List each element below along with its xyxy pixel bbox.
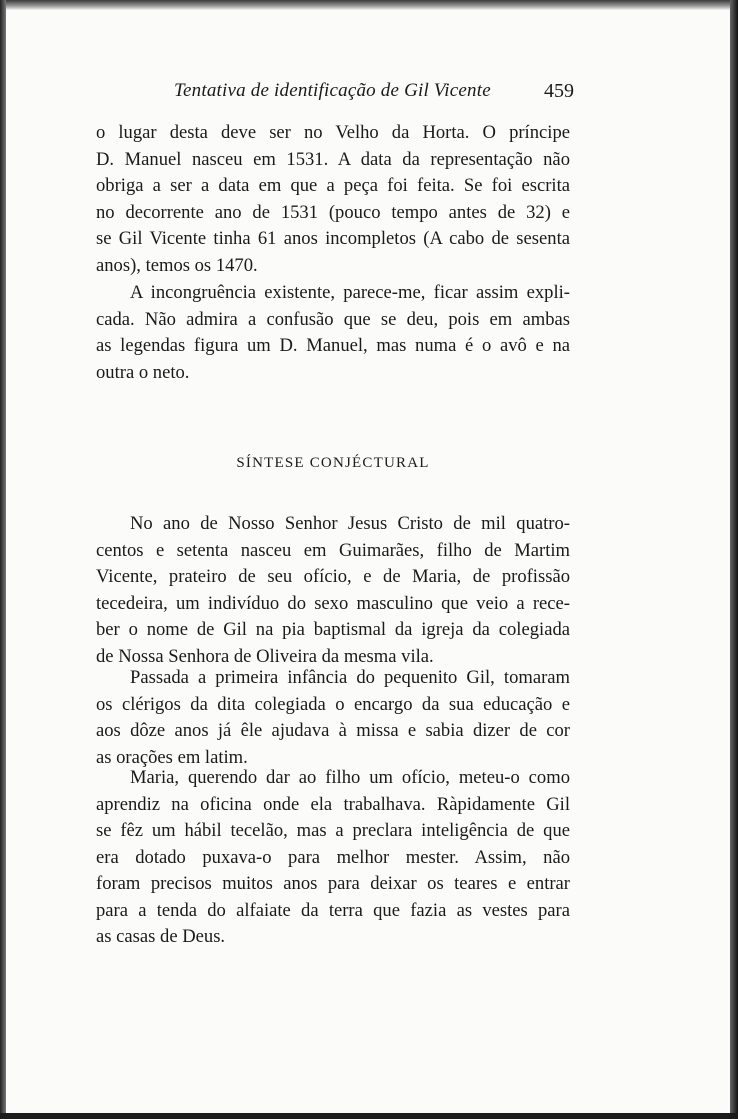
paragraph-line: foram precisos muitos anos para deixar os teares e entrar xyxy=(96,873,570,894)
paragraph-5 xyxy=(96,765,570,951)
paragraph-line: Vicente, prateiro de seu ofício, e de Maria, de profissão xyxy=(96,566,570,587)
paragraph-line: as legendas figura um D. Manuel, mas numa é o avô e na xyxy=(96,335,570,356)
paragraph-line: tecedeira, um indivíduo do sexo masculino que veio a rece- xyxy=(96,592,570,614)
paragraph-3 xyxy=(96,511,570,670)
page-number: 459 xyxy=(544,80,574,102)
page-header xyxy=(96,80,574,110)
paragraph-line: no decorrente ano de 1531 (pouco tempo antes de 32) e xyxy=(96,201,570,223)
paragraph-line: Maria, querendo dar ao filho um ofício, meteu-o como xyxy=(130,767,570,788)
paragraph-line: cada. Não admira a confusão que se deu, pois em ambas xyxy=(96,308,570,330)
paragraph-line: os clérigos da dita colegiada o encargo da sua educação e xyxy=(96,693,570,715)
paragraph-line: para a tenda do alfaiate da terra que fazia as vestes para xyxy=(96,899,570,921)
paragraph-line: ber o nome de Gil na pia baptismal da igreja da colegiada xyxy=(96,619,570,640)
scan-edge-left xyxy=(0,0,6,1119)
paragraph-line: aos dôze anos já êle ajudava à missa e sabia dizer de cor xyxy=(96,720,570,741)
paragraph-line: de Nossa Senhora de Oliveira da mesma vila. xyxy=(96,645,434,667)
paragraph-line: o lugar desta deve ser no Velho da Horta. O príncipe xyxy=(96,122,570,143)
paragraph-line: Passada a primeira infância do pequenito Gil, tomaram xyxy=(130,667,570,688)
section-heading: SÍNTESE CONJÉCTURAL xyxy=(236,455,430,471)
paragraph-1 xyxy=(96,120,570,279)
paragraph-line: era dotado puxava-o para melhor mester. Assim, não xyxy=(96,846,570,868)
paragraph-line: D. Manuel nasceu em 1531. A data da representação não xyxy=(96,148,570,170)
paragraph-line: aprendiz na oficina onde ela trabalhava. Ràpidamente Gil xyxy=(96,793,570,815)
paragraph-line: centos e setenta nasceu em Guimarães, filho de Martim xyxy=(96,539,570,561)
running-title: Tentativa de identificação de Gil Vicente xyxy=(174,80,491,101)
paragraph-line: as orações em latim. xyxy=(96,746,248,768)
paragraph-2 xyxy=(96,280,570,386)
paragraph-line: se fêz um hábil tecelão, mas a preclara inteligência de que xyxy=(96,820,570,841)
paragraph-4 xyxy=(96,665,570,771)
paragraph-line: as casas de Deus. xyxy=(96,926,226,947)
paragraph-line: A incongruência existente, parece-me, ficar assim expli- xyxy=(130,282,570,303)
scan-edge-bottom xyxy=(0,1113,738,1119)
paragraph-line: obriga a ser a data em que a peça foi feita. Se foi escrita xyxy=(96,175,570,196)
paragraph-line: No ano de Nosso Senhor Jesus Cristo de mil quatro- xyxy=(130,513,570,534)
scan-edge-right xyxy=(730,0,738,1119)
paragraph-line: outra o neto. xyxy=(96,361,190,383)
paragraph-line: se Gil Vicente tinha 61 anos incompletos (A cabo de sesenta xyxy=(96,228,570,249)
paragraph-line: anos), temos os 1470. xyxy=(96,254,258,276)
scan-edge-top xyxy=(0,0,738,10)
